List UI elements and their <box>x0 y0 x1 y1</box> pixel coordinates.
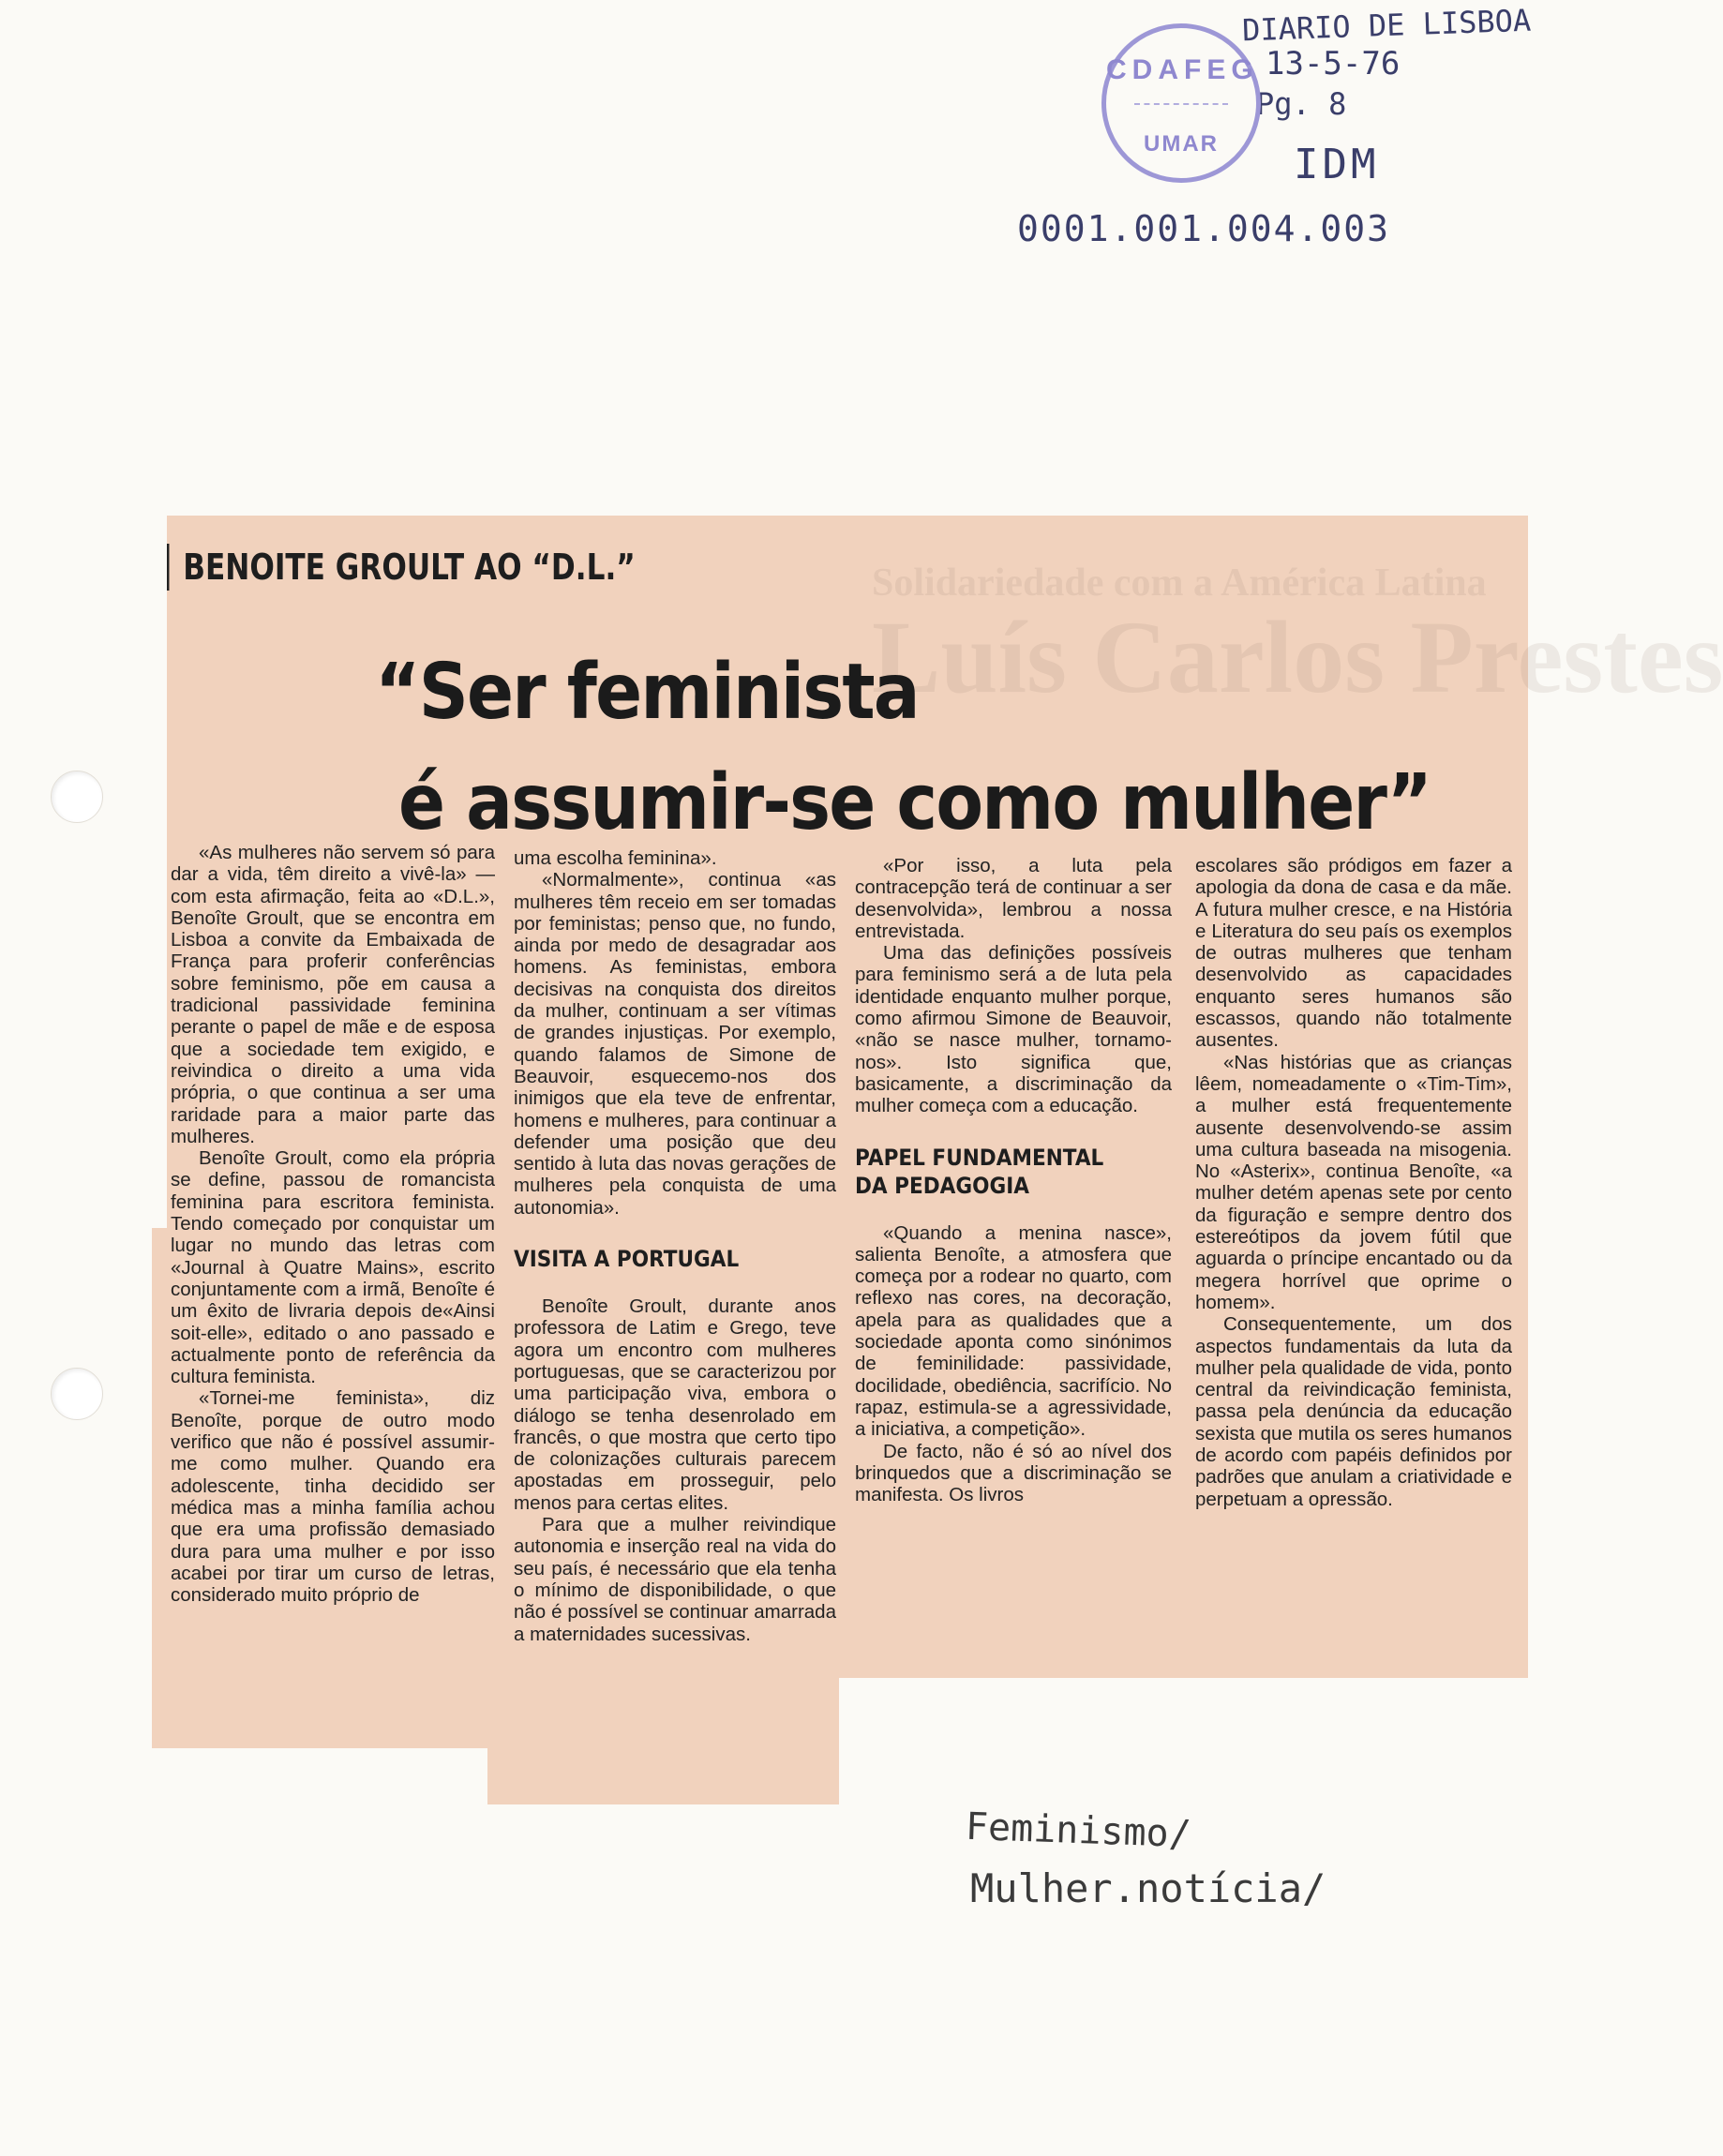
initials-note: IDM <box>1294 141 1380 188</box>
page-note: Pg. 8 <box>1256 86 1347 122</box>
article-kicker: BENOITE GROULT AO “D.L.” <box>167 544 636 591</box>
subhead-papel-fundamental: PAPEL FUNDAMENTAL DA PEDAGOGIA <box>855 1144 1104 1199</box>
article-column-3 <box>855 855 1172 1505</box>
bleed-through-text: Solidariedade com a América Latina Luís Carlos Prestes <box>872 561 1723 715</box>
subject-note-2: Mulher.notícia/ <box>970 1865 1326 1911</box>
stamp-top-text: CDAFEG <box>1106 54 1259 85</box>
headline-line-1: “Ser feminista <box>375 648 919 737</box>
archive-stamp <box>1101 23 1261 183</box>
subhead-visita-portugal: VISITA A PORTUGAL <box>514 1246 740 1273</box>
paragraph: Para que a mulher reivindique autonomia e inserção real na vida do seu país, é necessário que ela tenha o mínimo de disponibilidade, o que não é possível se continuar amarrada a maternidades sucessivas. <box>514 1514 836 1645</box>
paragraph: escolares são pródigos em fazer a apologia da dona de casa e da mãe. A futura mulher cresce, e na História e Literatura do seu país os exemplos de outras mulheres que tenham desenvolvido as capacidades enquanto seres humanos são escassos, quando não totalmente ausentes. <box>1195 855 1512 1052</box>
date-note: 13-5-76 <box>1266 45 1401 82</box>
catalog-number: 0001.001.004.003 <box>1017 208 1391 249</box>
article-column-1 <box>171 842 495 1606</box>
paragraph: «Normalmente», continua «as mulheres têm receio em ser tomadas por feministas; penso que, no fundo, ainda por medo de desagradar aos homens. As feministas, embora decisivas na conquista dos direitos da mulher, continuam a ser vítimas de grandes injustiças. Por exemplo, quando falamos de Simone de Beauvoir, esquecemo-nos dos inimigos que ela teve de enfrentar, homens e mulheres, para continuar a defender uma posição que deu sentido à luta das novas gerações de mulheres pela conquista de uma autonomia». <box>514 869 836 1219</box>
paragraph: «Quando a menina nasce», salienta Benoîte, a atmosfera que começa por a rodear no quarto, com reflexo nas cores, na decoração, apela para as qualidades que a sociedade aponta como sinónimos de feminilidade: passividade, docilidade, obediência, sacrifício. No rapaz, estimula-se a agressividade, a iniciativa, a competição». <box>855 1221 1172 1441</box>
punch-hole-top <box>51 771 103 823</box>
paragraph: «Tornei-me feminista», diz Benoîte, porque de outro modo verifico que não é possível assumir-me como mulher. Quando era adolescente, tinha decidido ser médica mas a minha família achou que era uma profissão demasiado dura para uma mulher e por isso acabei por tirar um curso de letras, considerado muito próprio de <box>171 1387 495 1607</box>
article-column-2 <box>514 847 836 1645</box>
paragraph: Consequentemente, um dos aspectos fundamentais da luta da mulher pela qualidade de vida, ponto central da reivindicação feminista, passa pela denúncia da educação sexista que mutila os seres humanos de acordo com papéis definidos por padrões que anulam a criatividade e perpetuam a opressão. <box>1195 1313 1512 1510</box>
paragraph: Benoîte Groult, durante anos professora de Latim e Grego, teve agora um encontro com mulheres portuguesas, que se caracterizou por uma participação viva, embora o diálogo se tenha desenrolado em francês, o que mostra que certo tipo de colonizações culturais parecem apostadas em prosseguir, pelo menos para certas elites. <box>514 1295 836 1514</box>
paragraph: Benoîte Groult, como ela própria se define, passou de romancista feminina para escritora feminista. Tendo começado por conquistar um lugar no mundo das letras com «Journal à Quatre Mains», escrito conjuntamente com a irmã, Benoîte é um êxito de livraria depois de«Ainsi soit-elle», editado o ano passado e actualmente ponto de referência da cultura feminista. <box>171 1147 495 1388</box>
paragraph: «Nas histórias que as crianças lêem, nomeadamente o «Tim-Tim», a mulher está frequentemente ausente desenvolvendo-se assim uma cultura baseada na misogenia. No «Asterix», continua Benoîte, «a mulher detém apenas sete por cento da figuração e sempre dentro dos estereótipos da jovem fútil que aguarda o príncipe encantado ou da megera horrível que oprime o homem». <box>1195 1051 1512 1313</box>
stamp-divider <box>1134 103 1228 105</box>
headline-line-2: é assumir-se como mulher” <box>398 758 1431 847</box>
stamp-bottom-text: UMAR <box>1144 131 1219 157</box>
paragraph: Uma das definições possíveis para feminismo será a de luta pela identidade enquanto mulher porque, como afirmou Simone de Beauvoir, «não se nasce mulher, tornamo-nos». Isto significa que, basicamente, a discriminação da mulher começa com a educação. <box>855 942 1172 1117</box>
article-headline <box>375 637 1431 859</box>
paragraph: uma escolha feminina». <box>514 847 717 869</box>
paragraph: De facto, não é só ao nível dos brinquedos que a discriminação se manifesta. Os livros <box>855 1440 1172 1506</box>
paragraph: «Por isso, a luta pela contracepção terá de continuar a ser desenvolvida», lembrou a nossa entrevistada. <box>855 855 1172 942</box>
article-column-4 <box>1195 855 1512 1510</box>
punch-hole-bottom <box>51 1368 103 1420</box>
source-note: DIARIO DE LISBOA <box>1241 2 1532 49</box>
paragraph: «As mulheres não servem só para dar a vida, têm direito a vivê-la» — com esta afirmação, feita ao «D.L.», Benoîte Groult, que se encontra em Lisboa a convite da Embaixada de França para proferir conferências sobre feminismo, põe em causa a tradicional passividade feminina perante o papel de mãe e de esposa que a sociedade tem exigido, e reivindica o direito a uma vida própria, o que continua a ser uma raridade para a maior parte das mulheres. <box>171 842 495 1147</box>
subject-note-1: Feminismo/ <box>965 1804 1192 1857</box>
